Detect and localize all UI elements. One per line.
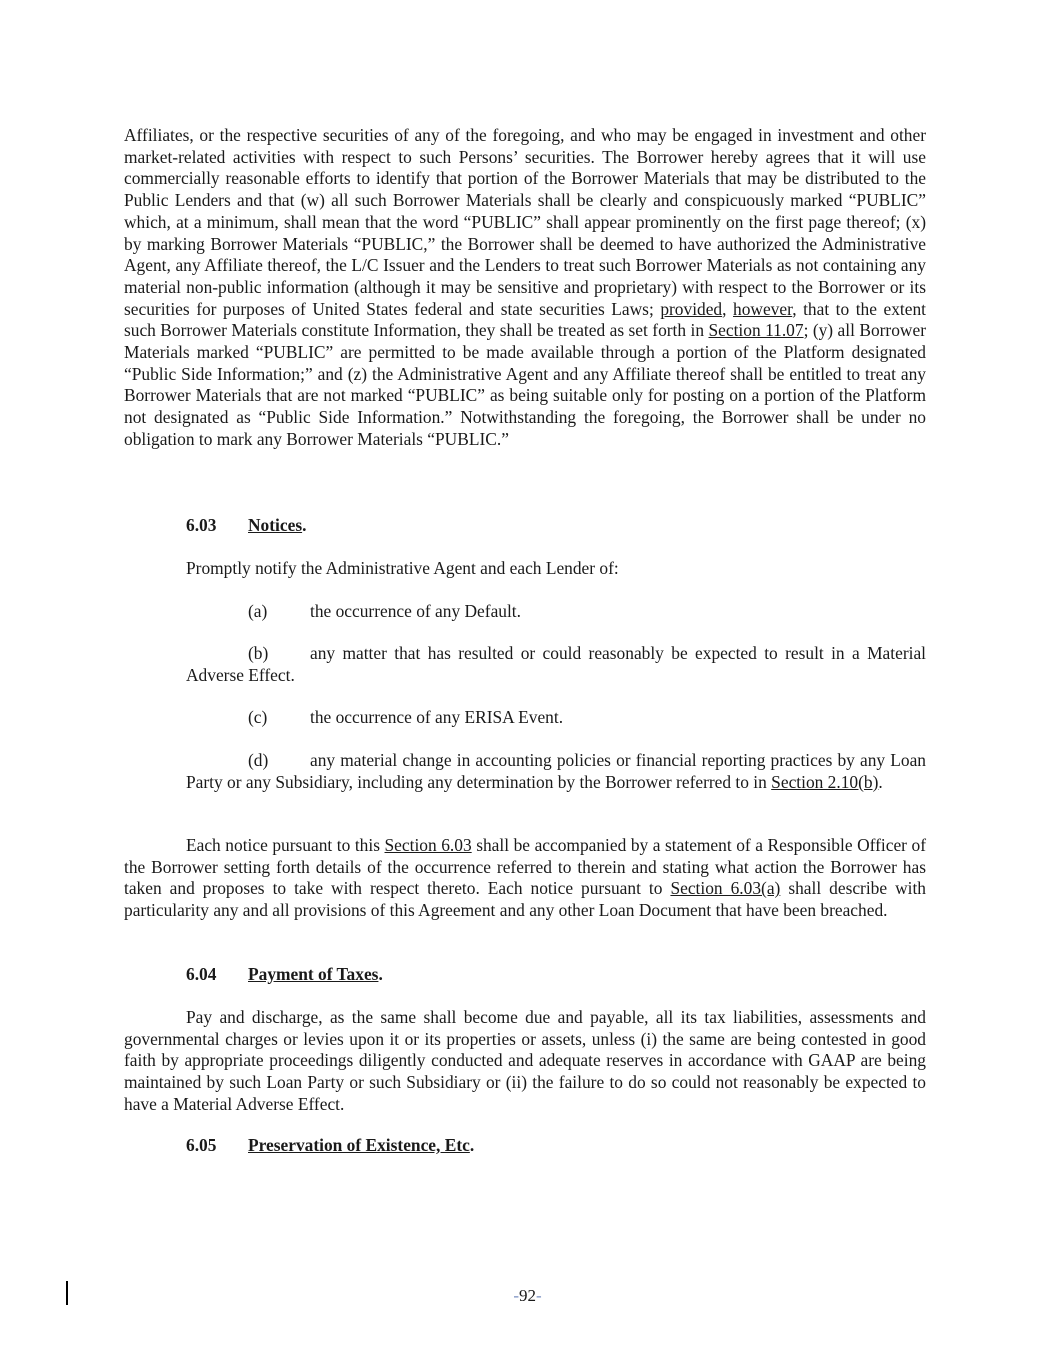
continued-paragraph: Affiliates, or the respective securities of any of the foregoing, and who may be engaged in investment and other market-related activities with respect to such Persons’ securities. The Borrower hereby agrees that it will use commercially reasonable efforts to identify that portion of the Borrower Materials that may be distributed to the Public Lenders and that (w) all such Borrower Materials shall be clearly and conspicuously marked “PUBLIC” which, at a minimum, shall mean that the word “PUBLIC” shall appear prominently on the first page thereof; (x) by marking Borrower Materials “PUBLIC,” the Borrower shall be deemed to have authorized the Administrative Agent, any Affiliate thereof, the L/C Issuer and the Lenders to treat such Borrower Materials as not containing any material non-public information (although it may be sensitive and proprietary) with respect to the Borrower or its securities for purposes of United States federal and state securities Laws; provided, however, that to the extent such Borrower Materials constitute Information, they shall be treated as set forth in Section 11.07; (y) all Borrower Materials marked “PUBLIC” are permitted to be made available through a portion of the Platform designated “Public Side Information;” and (z) the Administrative Agent and any Affiliate thereof shall be entitled to treat any Borrower Materials that are not marked “PUBLIC” as being suitable only for posting on a portion of the Platform not designated as “Public Side Information.” Notwithstanding the foregoing, the Borrower shall be under no obligation to mark any Borrower Materials “PUBLIC.” [124,125,926,449]
section-heading-6-04: 6.04 Payment of Taxes. [186,964,383,984]
section-reference[interactable]: Section 6.03 [384,835,472,855]
section-number: 6.04 [186,964,217,984]
notices-closing-paragraph: Each notice pursuant to this Section 6.03 shall be accompanied by a statement of a Responsible Officer of the Borrower setting forth details of the occurrence referred to therein and stating what action the Borrower has taken and proposes to take with respect thereto. Each notice pursuant to Section 6.03(a) shall describe with particularity any and all provisions of this Agreement and any other Loan Document that have been breached. [124,835,927,921]
section-heading-6-03: 6.03 Notices. [186,515,307,535]
term-provided: provided [660,298,723,319]
term-however: however [733,298,793,319]
notices-intro: Promptly notify the Administrative Agent and each Lender of: [186,558,619,578]
item-label: (b) [248,643,269,663]
section-reference[interactable]: Section 6.03(a) [670,878,781,899]
page-number: -92- [513,1286,542,1305]
item-label: (a) [248,601,268,621]
section-title: Preservation of Existence, Etc [248,1135,470,1155]
list-item-d: (d) any material change in accounting policies or financial reporting practices by any Loan Party or any Subsidiary, including any determination by the Borrower referred to in Section 2.10(b). [186,750,926,792]
list-item-b: (b) any matter that has resulted or could reasonably be expected to result in a Material Adverse Effect. [186,643,926,685]
section-number: 6.05 [186,1135,217,1155]
list-item-c: (c) the occurrence of any ERISA Event. [248,707,564,727]
item-label: (c) [248,707,268,727]
item-label: (d) [248,750,269,770]
list-item-a: (a) the occurrence of any Default. [248,601,521,621]
section-reference[interactable]: Section 2.10(b) [771,771,879,792]
section-heading-6-05: 6.05 Preservation of Existence, Etc. [186,1135,475,1155]
section-title: Payment of Taxes [248,964,379,984]
section-number: 6.03 [186,515,217,535]
section-reference[interactable]: Section 11.07 [708,320,804,341]
taxes-paragraph: Pay and discharge, as the same shall become due and payable, all its tax liabilities, assessments and governmental charges or levies upon it or its properties or assets, unless (i) the same are being contested in good faith by appropriate proceedings diligently conducted and adequate reserves in accordance with GAAP are being maintained by such Loan Party or such Subsidiary or (ii) the failure to do so could not reasonably be expected to have a Material Adverse Effect. [124,1007,926,1114]
section-title: Notices [248,515,303,535]
